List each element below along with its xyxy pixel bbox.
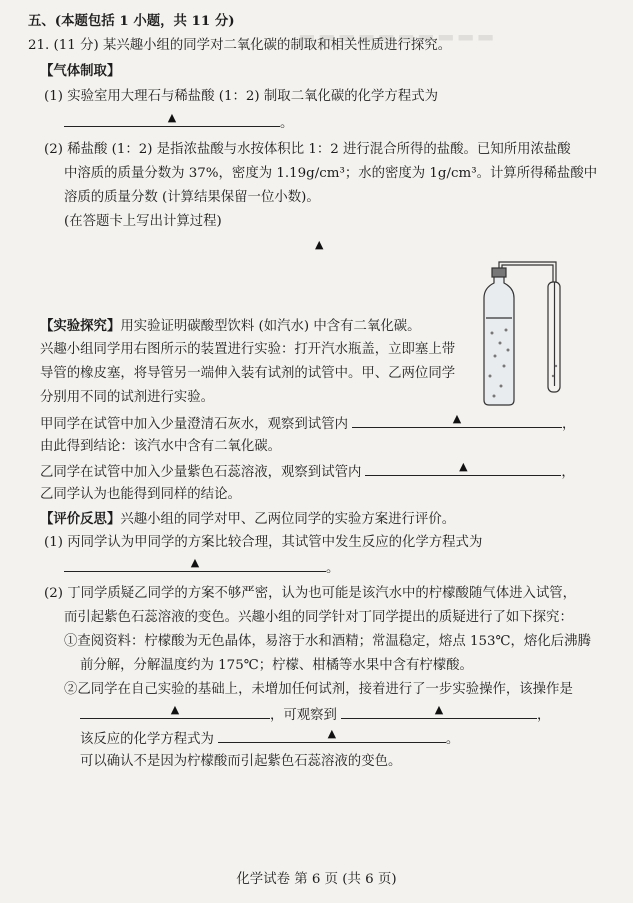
exp-line7 <box>40 461 575 483</box>
gas-q2-line4: (在答题卡上写出计算过程) <box>64 214 222 229</box>
exp-text: 用实验证明碳酸型饮料 (如汽水) 中含有二氧化碳。 <box>120 319 421 334</box>
answer-blank[interactable] <box>80 704 270 719</box>
exp-line5-text: 甲同学在试管中加入少量澄清石灰水，观察到试管内 <box>40 417 348 432</box>
section-title: 五、(本题包括 1 小题，共 11 分) <box>28 13 235 29</box>
eval-line9-text: ，可观察到 <box>270 708 337 723</box>
exp-header: 【实验探究】 <box>40 318 121 334</box>
punct: 。 <box>326 561 340 576</box>
apparatus-illustration <box>470 258 580 408</box>
blank-marker: ▲ <box>167 111 177 124</box>
eval-line10 <box>80 728 459 750</box>
blank-marker: ▲ <box>452 412 462 425</box>
punct: 。 <box>280 116 294 131</box>
eval-line5: 而引起紫色石蕊溶液的变色。兴趣小组的同学针对丁同学提出的质疑进行了如下探究： <box>64 610 573 625</box>
gas-q2-line2: 中溶质的质量分数为 37%，密度为 1.19g/cm³；水的密度为 1g/cm³。计算所得稀盐酸中 <box>64 166 598 181</box>
gas-q2-line1: (2) 稀盐酸 (1：2) 是指浓盐酸与水按体积比 1：2 进行混合所得的盐酸。已知所用浓盐酸 <box>44 142 571 157</box>
answer-blank[interactable] <box>64 112 280 127</box>
eval-line10-text: 该反应的化学方程式为 <box>80 732 214 747</box>
exp-line1 <box>40 316 421 337</box>
blank-marker: ▲ <box>459 460 468 473</box>
blank-marker: ▲ <box>434 703 444 716</box>
bleed-through-texture: ▂▂▂▂▂▂▂▂▂▂ <box>300 20 499 41</box>
exp-line5 <box>40 413 575 435</box>
punct: 。 <box>445 732 460 747</box>
page-footer: 化学试卷 第 6 页 (共 6 页) <box>236 872 397 887</box>
eval-line11: 可以确认不是因为柠檬酸而引起紫色石蕊溶液的变色。 <box>80 754 402 769</box>
eval-line3 <box>64 557 339 579</box>
exp-line4: 分别用不同的试剂进行实验。 <box>40 390 215 405</box>
gas-prep-header: 【气体制取】 <box>40 63 121 79</box>
blank-marker: ▲ <box>170 703 180 716</box>
exp-line6: 由此得到结论：该汽水中含有二氧化碳。 <box>40 439 282 454</box>
answer-area-marker[interactable]: ▲ <box>315 238 324 251</box>
eval-line4: (2) 丁同学质疑乙同学的方案不够严密，认为也可能是该汽水中的柠檬酸随气体进入试管， <box>44 586 577 601</box>
eval-line8: ②乙同学在自己实验的基础上，未增加任何试剂，接着进行了一步实验操作，该操作是 <box>64 682 573 697</box>
eval-line7: 前分解，分解温度约为 175℃；柠檬、柑橘等水果中含有柠檬酸。 <box>80 658 473 673</box>
answer-blank[interactable] <box>341 704 537 719</box>
answer-blank[interactable] <box>352 413 562 428</box>
eval-header: 【评价反思】 <box>40 511 121 527</box>
punct: ， <box>536 708 551 723</box>
punct: ， <box>561 465 575 480</box>
eval-text: 兴趣小组的同学对甲、乙两位同学的实验方案进行评价。 <box>120 512 456 527</box>
exp-line7-text: 乙同学在试管中加入少量紫色石蕊溶液，观察到试管内 <box>40 465 362 480</box>
eval-line6: ①查阅资料：柠檬酸为无色晶体，易溶于水和酒精；常温稳定，熔点 153℃，熔化后沸腾 <box>64 634 591 649</box>
gas-q2-line3: 溶质的质量分数 (计算结果保留一位小数)。 <box>64 190 320 205</box>
answer-blank[interactable] <box>64 557 326 572</box>
blank-marker: ▲ <box>190 556 200 569</box>
exp-line2: 兴趣小组同学用右图所示的装置进行实验：打开汽水瓶盖，立即塞上带 <box>40 342 456 357</box>
answer-blank[interactable] <box>218 728 446 743</box>
eval-line9 <box>80 704 550 726</box>
exp-line3: 导管的橡皮塞，将导管另一端伸入装有试剂的试管中。甲、乙两位同学 <box>40 366 456 381</box>
eval-line2: (1) 丙同学认为甲同学的方案比较合理，其试管中发生反应的化学方程式为 <box>44 535 483 550</box>
exp-line8: 乙同学认为也能得到同样的结论。 <box>40 487 241 502</box>
gas-q1: (1) 实验室用大理石与稀盐酸 (1：2) 制取二氧化碳的化学方程式为 <box>44 89 438 104</box>
punct: ， <box>561 417 576 432</box>
eval-line1 <box>40 509 455 530</box>
gas-q1-answer-row <box>64 112 293 134</box>
answer-blank[interactable] <box>365 461 561 476</box>
question-intro: 21. (11 分) 某兴趣小组的同学对二氧化碳的制取和相关性质进行探究。 <box>28 38 452 53</box>
blank-marker: ▲ <box>327 727 337 740</box>
